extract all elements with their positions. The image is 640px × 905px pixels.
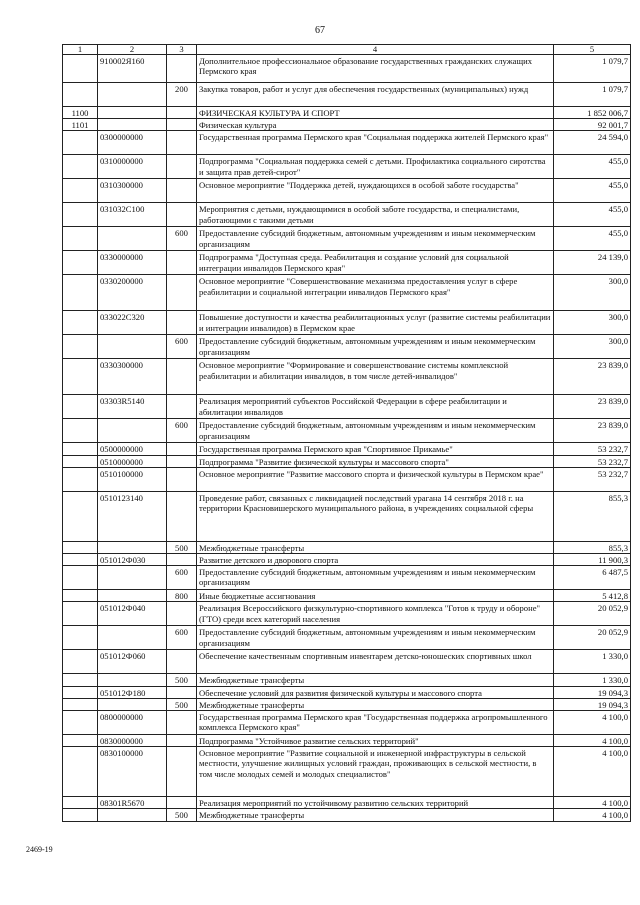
expense-type-cell (167, 554, 197, 566)
target-article-cell (98, 335, 167, 359)
expense-type-cell (167, 443, 197, 455)
name-cell: Повышение доступности и качества реабилитационных услуг (развитие системы реабилитации и интеграции инвалидов) в Пермском крае (197, 311, 554, 335)
amount-cell: 1 852 006,7 (554, 107, 631, 119)
amount-cell: 23 839,0 (554, 359, 631, 395)
section-code-cell: 1101 (63, 119, 98, 131)
name-cell: Дополнительное профессиональное образование государственных гражданских служащих Пермского края (197, 55, 554, 83)
section-code-cell (63, 686, 98, 698)
header-cell-5: 5 (554, 45, 631, 55)
section-code-cell (63, 467, 98, 491)
expense-type-cell (167, 711, 197, 735)
target-article-cell: 0510000000 (98, 455, 167, 467)
table-row (63, 541, 631, 553)
header-cell-1: 1 (63, 45, 98, 55)
expense-type-cell (167, 455, 197, 467)
name-cell: Закупка товаров, работ и услуг для обеспечения государственных (муниципальных) нужд (197, 83, 554, 107)
section-code-cell (63, 554, 98, 566)
name-cell: Предоставление субсидий бюджетным, автономным учреждениям и иным некоммерческим организациям (197, 335, 554, 359)
expense-type-cell: 600 (167, 419, 197, 443)
table-row (63, 359, 631, 395)
expense-type-cell (167, 251, 197, 275)
name-cell: Предоставление субсидий бюджетным, автономным учреждениям и иным некоммерческим организациям (197, 419, 554, 443)
expense-type-cell: 500 (167, 698, 197, 710)
target-article-cell (98, 698, 167, 710)
target-article-cell: 0510123140 (98, 491, 167, 541)
target-article-cell: 031032С100 (98, 203, 167, 227)
table-row (63, 491, 631, 541)
section-code-cell (63, 541, 98, 553)
expense-type-cell: 500 (167, 541, 197, 553)
table-row (63, 335, 631, 359)
target-article-cell (98, 419, 167, 443)
target-article-cell (98, 626, 167, 650)
amount-cell: 1 330,0 (554, 650, 631, 674)
name-cell: Проведение работ, связанных с ликвидацией последствий урагана 14 сентября 2018 г. на территории Красновишерского муниципального района, в учреждениях социальной сферы (197, 491, 554, 541)
table-row (63, 735, 631, 747)
name-cell: Подпрограмма "Устойчивое развитие сельских территорий" (197, 735, 554, 747)
header-cell-2: 2 (98, 45, 167, 55)
amount-cell: 23 839,0 (554, 395, 631, 419)
name-cell: Подпрограмма "Развитие физической культуры и массового спорта" (197, 455, 554, 467)
name-cell: Основное мероприятие "Совершенствование механизма предоставления услуг в сфере реабилитации и социальной интеграции инвалидов Пермского края" (197, 275, 554, 311)
section-code-cell (63, 455, 98, 467)
section-code-cell (63, 491, 98, 541)
expense-type-cell: 600 (167, 227, 197, 251)
section-code-cell (63, 674, 98, 686)
amount-cell: 4 100,0 (554, 809, 631, 821)
amount-cell: 4 100,0 (554, 747, 631, 797)
name-cell: Обеспечение условий для развития физической культуры и массового спорта (197, 686, 554, 698)
target-article-cell (98, 227, 167, 251)
amount-cell: 455,0 (554, 179, 631, 203)
amount-cell: 300,0 (554, 275, 631, 311)
amount-cell: 4 100,0 (554, 797, 631, 809)
name-cell: Физическая культура (197, 119, 554, 131)
section-code-cell (63, 83, 98, 107)
name-cell: Предоставление субсидий бюджетным, автономным учреждениям и иным некоммерческим организациям (197, 227, 554, 251)
amount-cell: 855,3 (554, 491, 631, 541)
expense-type-cell (167, 275, 197, 311)
name-cell: Предоставление субсидий бюджетным, автономным учреждениям и иным некоммерческим организациям (197, 566, 554, 590)
target-article-cell (98, 119, 167, 131)
name-cell: Государственная программа Пермского края "Социальная поддержка жителей Пермского края" (197, 131, 554, 155)
table-row (63, 554, 631, 566)
name-cell: Межбюджетные трансферты (197, 698, 554, 710)
table-row (63, 797, 631, 809)
name-cell: Государственная программа Пермского края "Спортивное Прикамье" (197, 443, 554, 455)
table-row (63, 674, 631, 686)
name-cell: Основное мероприятие "Развитие социальной и инженерной инфраструктуры в сельской местности, улучшение жилищных условий граждан, проживающих в сельской местности, в том числе молодых семей и молодых специалистов" (197, 747, 554, 797)
section-code-cell (63, 650, 98, 674)
table-row (63, 251, 631, 275)
expense-type-cell: 600 (167, 335, 197, 359)
table-row (63, 686, 631, 698)
amount-cell: 19 094,3 (554, 698, 631, 710)
expense-type-cell: 800 (167, 590, 197, 602)
section-code-cell (63, 602, 98, 626)
name-cell: Реализация мероприятий по устойчивому развитию сельских территорий (197, 797, 554, 809)
section-code-cell (63, 419, 98, 443)
table-row (63, 602, 631, 626)
amount-cell: 23 839,0 (554, 419, 631, 443)
section-code-cell (63, 809, 98, 821)
expense-type-cell (167, 107, 197, 119)
expense-type-cell (167, 119, 197, 131)
target-article-cell (98, 107, 167, 119)
amount-cell: 11 900,3 (554, 554, 631, 566)
section-code-cell (63, 747, 98, 797)
section-code-cell: 1100 (63, 107, 98, 119)
table-row (63, 179, 631, 203)
expense-type-cell (167, 359, 197, 395)
expense-type-cell (167, 311, 197, 335)
target-article-cell (98, 83, 167, 107)
table-row (63, 311, 631, 335)
target-article-cell: 0330300000 (98, 359, 167, 395)
name-cell: Государственная программа Пермского края "Государственная поддержка агропромышленного комплекса Пермского края" (197, 711, 554, 735)
table-header-row (63, 45, 631, 55)
table-row (63, 590, 631, 602)
expense-type-cell (167, 602, 197, 626)
section-code-cell (63, 698, 98, 710)
target-article-cell: 051012Ф060 (98, 650, 167, 674)
name-cell: Межбюджетные трансферты (197, 674, 554, 686)
budget-table (62, 44, 631, 822)
name-cell: Реализация Всероссийского физкультурно-спортивного комплекса "Готов к труду и обороне" (ГТО) среди всех категорий населения (197, 602, 554, 626)
name-cell: Мероприятия с детьми, нуждающимися в особой заботе государства, и специалистами, работающими с такими детьми (197, 203, 554, 227)
table-row (63, 227, 631, 251)
table-row (63, 419, 631, 443)
target-article-cell (98, 566, 167, 590)
target-article-cell: 033022С320 (98, 311, 167, 335)
target-article-cell: 03303R5140 (98, 395, 167, 419)
section-code-cell (63, 626, 98, 650)
table-row (63, 566, 631, 590)
amount-cell: 53 232,7 (554, 467, 631, 491)
header-cell-3: 3 (167, 45, 197, 55)
section-code-cell (63, 590, 98, 602)
target-article-cell (98, 590, 167, 602)
expense-type-cell (167, 203, 197, 227)
expense-type-cell: 600 (167, 626, 197, 650)
amount-cell: 855,3 (554, 541, 631, 553)
name-cell: Основное мероприятие "Формирование и совершенствование системы комплексной реабилитации и абилитации инвалидов, в том числе детей-инвалидов" (197, 359, 554, 395)
target-article-cell (98, 674, 167, 686)
section-code-cell (63, 443, 98, 455)
expense-type-cell (167, 131, 197, 155)
amount-cell: 1 079,7 (554, 83, 631, 107)
amount-cell: 20 052,9 (554, 602, 631, 626)
page-number: 67 (315, 25, 325, 36)
amount-cell: 1 330,0 (554, 674, 631, 686)
target-article-cell: 910002Я160 (98, 55, 167, 83)
section-code-cell (63, 395, 98, 419)
name-cell: Реализация мероприятий субъектов Российской Федерации в сфере реабилитации и абилитации инвалидов (197, 395, 554, 419)
amount-cell: 53 232,7 (554, 455, 631, 467)
name-cell: Иные бюджетные ассигнования (197, 590, 554, 602)
table-row (63, 107, 631, 119)
amount-cell: 24 139,0 (554, 251, 631, 275)
target-article-cell: 0830000000 (98, 735, 167, 747)
amount-cell: 53 232,7 (554, 443, 631, 455)
header-cell-4: 4 (197, 45, 554, 55)
name-cell: Основное мероприятие "Развитие массового спорта и физической культуры в Пермском крае" (197, 467, 554, 491)
section-code-cell (63, 179, 98, 203)
table-row (63, 626, 631, 650)
target-article-cell: 0310300000 (98, 179, 167, 203)
expense-type-cell (167, 650, 197, 674)
target-article-cell: 0510100000 (98, 467, 167, 491)
target-article-cell: 0330200000 (98, 275, 167, 311)
target-article-cell: 051012Ф040 (98, 602, 167, 626)
expense-type-cell (167, 467, 197, 491)
table-row (63, 395, 631, 419)
table-row (63, 131, 631, 155)
amount-cell: 92 001,7 (554, 119, 631, 131)
expense-type-cell (167, 55, 197, 83)
target-article-cell: 0500000000 (98, 443, 167, 455)
section-code-cell (63, 55, 98, 83)
table-body (63, 55, 631, 822)
name-cell: Развитие детского и дворового спорта (197, 554, 554, 566)
section-code-cell (63, 311, 98, 335)
name-cell: Подпрограмма "Социальная поддержка семей с детьми. Профилактика социального сиротства и защита прав детей-сирот" (197, 155, 554, 179)
amount-cell: 455,0 (554, 227, 631, 251)
target-article-cell: 0800000000 (98, 711, 167, 735)
table-row (63, 443, 631, 455)
amount-cell: 4 100,0 (554, 735, 631, 747)
table-row (63, 711, 631, 735)
footer-code: 2469-19 (26, 845, 53, 854)
expense-type-cell: 500 (167, 809, 197, 821)
name-cell: Межбюджетные трансферты (197, 541, 554, 553)
section-code-cell (63, 359, 98, 395)
expense-type-cell: 500 (167, 674, 197, 686)
expense-type-cell (167, 491, 197, 541)
amount-cell: 6 487,5 (554, 566, 631, 590)
section-code-cell (63, 131, 98, 155)
expense-type-cell (167, 155, 197, 179)
table-row (63, 698, 631, 710)
expense-type-cell (167, 179, 197, 203)
amount-cell: 300,0 (554, 335, 631, 359)
expense-type-cell (167, 747, 197, 797)
table-row (63, 275, 631, 311)
table-row (63, 650, 631, 674)
table-row (63, 155, 631, 179)
section-code-cell (63, 251, 98, 275)
target-article-cell: 0310000000 (98, 155, 167, 179)
name-cell: Подпрограмма "Доступная среда. Реабилитация и создание условий для социальной интеграции инвалидов Пермского края" (197, 251, 554, 275)
section-code-cell (63, 275, 98, 311)
section-code-cell (63, 155, 98, 179)
expense-type-cell: 600 (167, 566, 197, 590)
section-code-cell (63, 711, 98, 735)
amount-cell: 24 594,0 (554, 131, 631, 155)
name-cell: Основное мероприятие "Поддержка детей, нуждающихся в особой заботе государства" (197, 179, 554, 203)
name-cell: Межбюджетные трансферты (197, 809, 554, 821)
expense-type-cell (167, 395, 197, 419)
amount-cell: 4 100,0 (554, 711, 631, 735)
amount-cell: 20 052,9 (554, 626, 631, 650)
amount-cell: 1 079,7 (554, 55, 631, 83)
table-row (63, 119, 631, 131)
target-article-cell (98, 541, 167, 553)
target-article-cell: 0330000000 (98, 251, 167, 275)
amount-cell: 300,0 (554, 311, 631, 335)
expense-type-cell: 200 (167, 83, 197, 107)
table-row (63, 455, 631, 467)
target-article-cell: 08301R5670 (98, 797, 167, 809)
name-cell: ФИЗИЧЕСКАЯ КУЛЬТУРА И СПОРТ (197, 107, 554, 119)
section-code-cell (63, 227, 98, 251)
section-code-cell (63, 335, 98, 359)
name-cell: Предоставление субсидий бюджетным, автономным учреждениям и иным некоммерческим организациям (197, 626, 554, 650)
expense-type-cell (167, 735, 197, 747)
section-code-cell (63, 735, 98, 747)
table-row (63, 809, 631, 821)
expense-type-cell (167, 686, 197, 698)
target-article-cell: 0300000000 (98, 131, 167, 155)
name-cell: Обеспечение качественным спортивным инвентарем детско-юношеских спортивных школ (197, 650, 554, 674)
section-code-cell (63, 797, 98, 809)
target-article-cell (98, 809, 167, 821)
amount-cell: 455,0 (554, 155, 631, 179)
table-row (63, 83, 631, 107)
table-row (63, 203, 631, 227)
table-row (63, 467, 631, 491)
section-code-cell (63, 566, 98, 590)
expense-type-cell (167, 797, 197, 809)
table-row (63, 55, 631, 83)
amount-cell: 5 412,8 (554, 590, 631, 602)
target-article-cell: 051012Ф180 (98, 686, 167, 698)
amount-cell: 19 094,3 (554, 686, 631, 698)
amount-cell: 455,0 (554, 203, 631, 227)
target-article-cell: 051012Ф030 (98, 554, 167, 566)
section-code-cell (63, 203, 98, 227)
target-article-cell: 0830100000 (98, 747, 167, 797)
table-row (63, 747, 631, 797)
